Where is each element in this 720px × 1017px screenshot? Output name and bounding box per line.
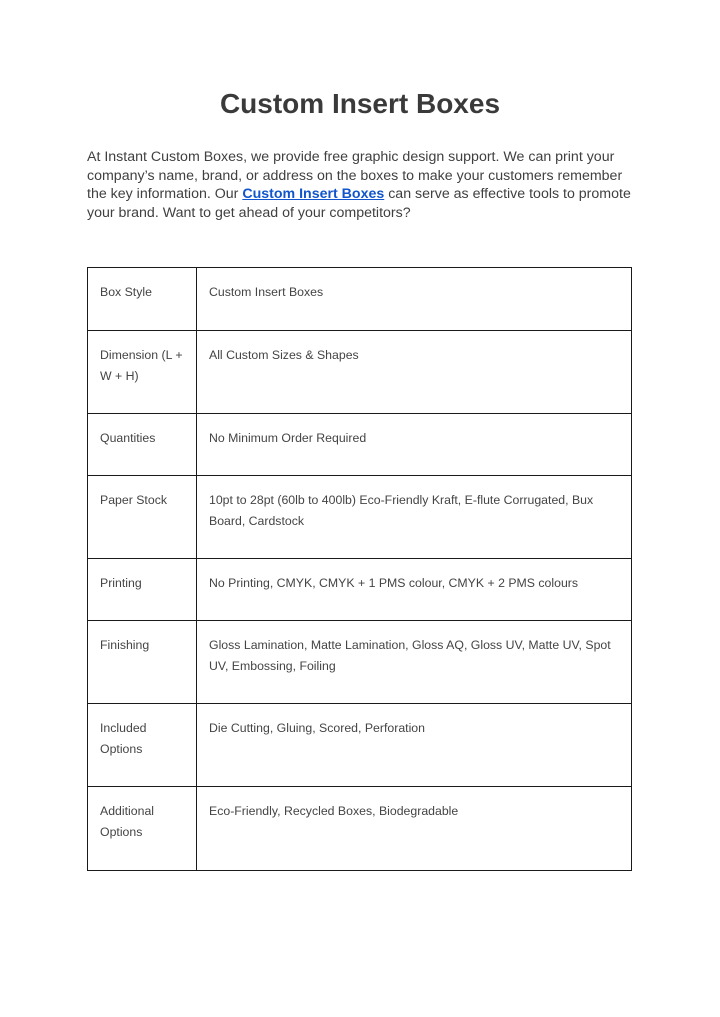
page-title: Custom Insert Boxes [219,88,501,119]
table-row [88,331,632,414]
spec-label: Paper Stock [88,476,197,559]
table-row [88,559,632,621]
spec-value: Gloss Lamination, Matte Lamination, Gloss AQ, Gloss UV, Matte UV, Spot UV, Embossing, Foiling [197,621,632,704]
intro-paragraph [87,148,635,222]
spec-label: Dimension (L + W + H) [88,331,197,414]
table-row [88,476,632,559]
spec-value: Eco-Friendly, Recycled Boxes, Biodegradable [197,787,632,871]
spec-label: Included Options [88,704,197,787]
table-row [88,414,632,476]
spec-label: Finishing [88,621,197,704]
spec-label: Quantities [88,414,197,476]
spec-label: Printing [88,559,197,621]
spec-value: Die Cutting, Gluing, Scored, Perforation [197,704,632,787]
spec-table [87,267,632,871]
table-row [88,621,632,704]
intro-text-before-link: At Instant Custom Boxes, we provide free graphic design support. We can print your company’s name, brand, or address on the boxes to make your customers remember the key information. Our [87,149,623,203]
spec-value: All Custom Sizes & Shapes [197,331,632,414]
spec-label: Box Style [88,268,197,331]
table-row [88,268,632,331]
spec-value: No Minimum Order Required [197,414,632,476]
spec-value: Custom Insert Boxes [197,268,632,331]
intro-text-after-link: can serve as effective tools to promote your brand. Want to get ahead of your competitors? [87,186,631,221]
spec-value: No Printing, CMYK, CMYK + 1 PMS colour, CMYK + 2 PMS colours [197,559,632,621]
table-row [88,787,632,871]
spec-label: Additional Options [88,787,197,871]
spec-value: 10pt to 28pt (60lb to 400lb) Eco-Friendly Kraft, E-flute Corrugated, Bux Board, Cardstock [197,476,632,559]
custom-insert-boxes-link[interactable]: Custom Insert Boxes [242,186,385,203]
table-row [88,704,632,787]
